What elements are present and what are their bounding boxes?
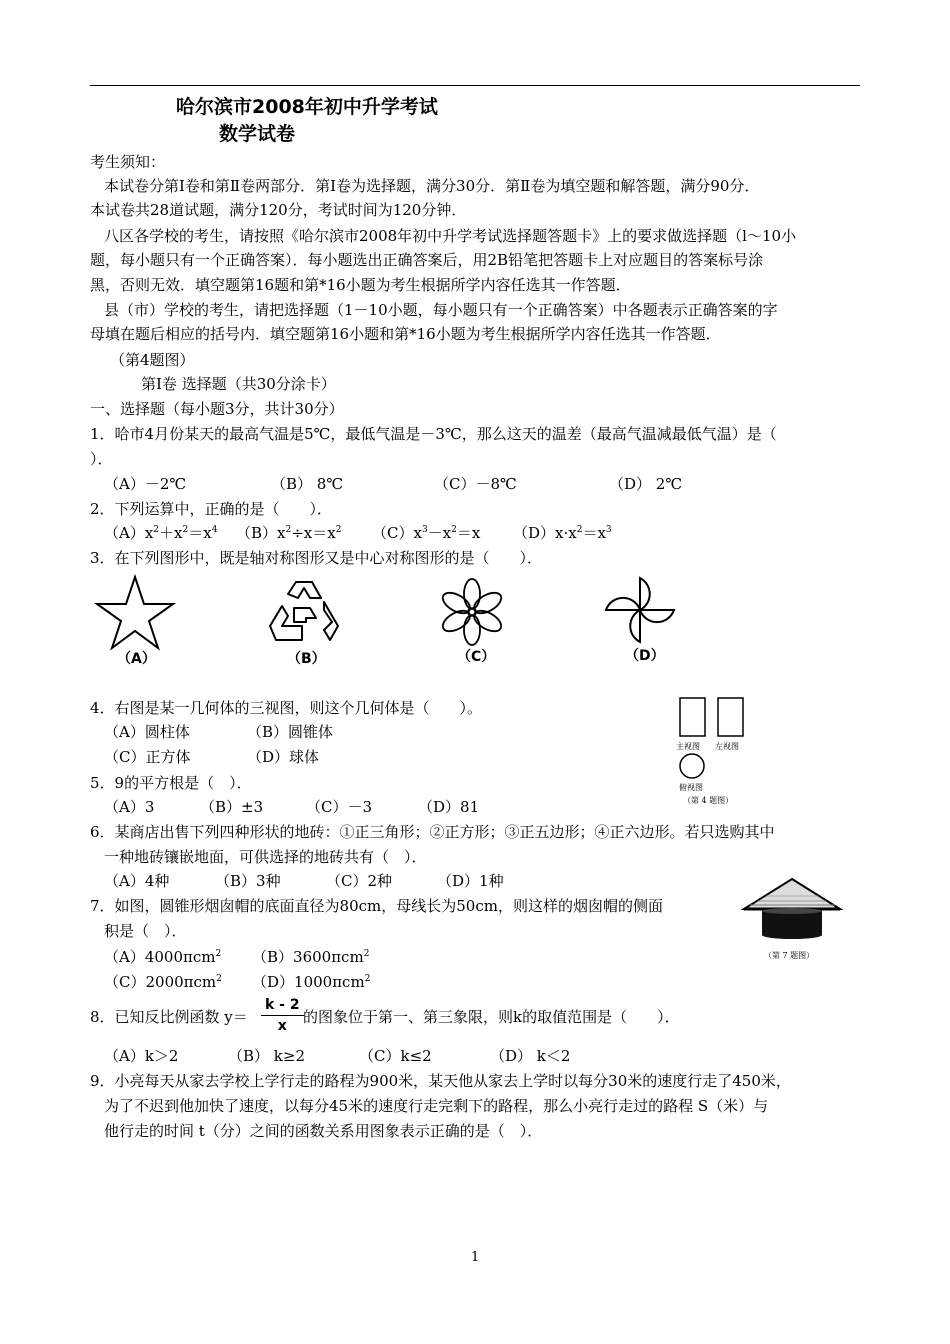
q2-option-d: $(D)x\cdot x^2=x^3$ [513,524,612,542]
q1-stem-line2: ）． [90,450,113,468]
q6-stem-line1: 6．某商店出售下列四种形状的地砖：①正三角形；②正方形；③正五边形；④正六边形。若只选购其中 [90,823,775,841]
q2-option-b: $(B)x^2\div x=x^2$ [236,524,342,542]
notice-p3-line1: 县（市）学校的考生，请把选择题（1－10小题，每小题只有一个正确答案）中各题表示正确答案的字 [104,301,778,319]
title-line-2: 数学试卷 [219,123,296,145]
q4-option-d: （D）球体 [247,748,320,766]
q4-stem: 4．右图是某一几何体的三视图，则这个几何体是（ ）。 [90,699,483,717]
q2-option-a: $(A)x^2+x^2=x^4$ [104,524,218,542]
q6-option-d: （D）1种 [437,872,504,890]
q4-three-views-figure [676,696,756,776]
q8-fraction-denominator: x [277,1018,287,1034]
q4-top-view-label: 俯视图 [679,783,703,792]
q6-option-c: （C）2种 [326,872,393,890]
q4-option-a: （A）圆柱体 [104,723,190,741]
q4-figure-caption: （第 4 题图） [683,796,734,805]
q8-option-b: （B） k≥2 [228,1047,305,1065]
q8-fraction-numerator: k - 2 [261,996,304,1016]
q9-stem-line3: 他行走的时间 t（分）之间的函数关系用图象表示正确的是（ ）． [104,1122,543,1140]
q8-option-d: （D） k＜2 [490,1047,571,1065]
notice-p2-line1: 八区各学校的考生，请按照《哈尔滨市2008年初中升学考试选择题答题卡》上的要求做选择题（l～10小 [104,227,797,245]
q4-front-view-label: 主视图 [676,742,700,751]
q7-stem-line1: 7．如图，圆锥形烟囱帽的底面直径为80cm，母线长为50cm，则这样的烟囱帽的侧面 [90,897,663,915]
q9-stem-line1: 9．小亮每天从家去学校上学行走的路程为900米，某天他从家去上学时以每分30米的速度行走了450米， [90,1072,791,1090]
top-rule [90,85,860,86]
page-number: 1 [471,1250,480,1265]
title-line-1: 哈尔滨市2008年初中升学考试 [176,96,438,118]
q8-fraction [261,996,304,1036]
q1-stem-line1: 1．哈市4月份某天的最高气温是5℃，最低气温是－3℃，那么这天的温差（最高气温减最低气温）是（ [90,425,777,443]
q8-option-a: （A）k＞2 [104,1047,179,1065]
q7-option-b: （B）3600πcm$^2$ [252,948,370,966]
q6-option-a: （A）4种 [104,872,170,890]
q3-label-d: （D） [625,648,665,664]
q5-option-a: （A）3 [104,798,155,816]
q1-option-b: （B） 8℃ [271,475,344,493]
q8-stem-suffix: 的图象位于第一、第三象限，则k的取值范围是（ ）． [303,1008,680,1026]
q8-stem-prefix: 8．已知反比例函数 y＝ [90,1008,248,1026]
figure-4-reference: （第4题图） [110,351,195,369]
q7-chimney-cap-figure [740,875,845,945]
notice-p3-line2: 母填在题后相应的括号内．填空题第16小题和第*16小题为考生根据所学内容任选其一作答题． [90,325,721,343]
notice-p2-line3: 黑，否则无效．填空题第16题和第*16小题为考生根据所学内容任选其一作答题． [90,276,631,294]
q6-option-b: （B）3种 [215,872,281,890]
q4-option-c: （C）正方体 [104,748,191,766]
q5-option-d: （D）81 [418,798,480,816]
q3-label-a: （A） [117,651,156,667]
q7-option-c: （C）2000πcm$^2$ [104,973,222,991]
q3-figure-d-pinwheel [602,574,678,646]
q3-figure-b-recycle [266,578,342,644]
q3-figure-c-flower [436,576,508,648]
section-heading: 一、选择题（每小题3分，共计30分） [90,400,344,418]
q1-option-d: （D） 2℃ [609,475,683,493]
q5-option-c: （C）－3 [306,798,373,816]
q3-label-b: （B） [287,651,326,667]
q3-stem: 3．在下列图形中，既是轴对称图形又是中心对称图形的是（ ）． [90,549,543,567]
q8-option-c: （C）k≤2 [359,1047,432,1065]
q2-option-c: $(C)x^3-x^2=x$ [372,524,481,542]
q4-left-view-label: 左视图 [715,742,739,751]
q1-option-a: （A）－2℃ [104,475,187,493]
q7-option-a: （A）4000πcm$^2$ [104,948,222,966]
q5-option-b: （B）±3 [200,798,264,816]
q7-stem-line2: 积是（ ）． [104,922,187,940]
notice-p1-line2: 本试卷共28道试题，满分120分，考试时间为120分钟． [90,201,467,219]
q6-stem-line2: 一种地砖镶嵌地面，可供选择的地砖共有（ ）． [104,848,427,866]
notice-heading: 考生须知： [90,153,166,171]
part-title: 第Ⅰ卷 选择题（共30分涂卡） [141,375,336,393]
q3-label-c: （C） [457,649,496,665]
q9-stem-line2: 为了不迟到他加快了速度，以每分45米的速度行走完剩下的路程，那么小亮行走过的路程 S（米）与 [104,1097,769,1115]
q7-figure-caption: （第 7 题图） [764,951,815,960]
q5-stem: 5．9的平方根是（ ）． [90,774,252,792]
q2-stem: 2．下列运算中，正确的是（ ）． [90,500,333,518]
q4-option-b: （B）圆锥体 [247,723,334,741]
notice-p2-line2: 题，每小题只有一个正确答案）．每小题选出正确答案后，用2B铅笔把答题卡上对应题目的答案标号涂 [90,251,764,269]
q3-figure-a-star [95,575,175,650]
q7-option-d: （D）1000πcm$^2$ [252,973,371,991]
notice-p1-line1: 本试卷分第Ⅰ卷和第Ⅱ卷两部分．第Ⅰ卷为选择题，满分30分．第Ⅱ卷为填空题和解答题，满分90分． [104,177,760,195]
q1-option-c: （C）－8℃ [434,475,517,493]
